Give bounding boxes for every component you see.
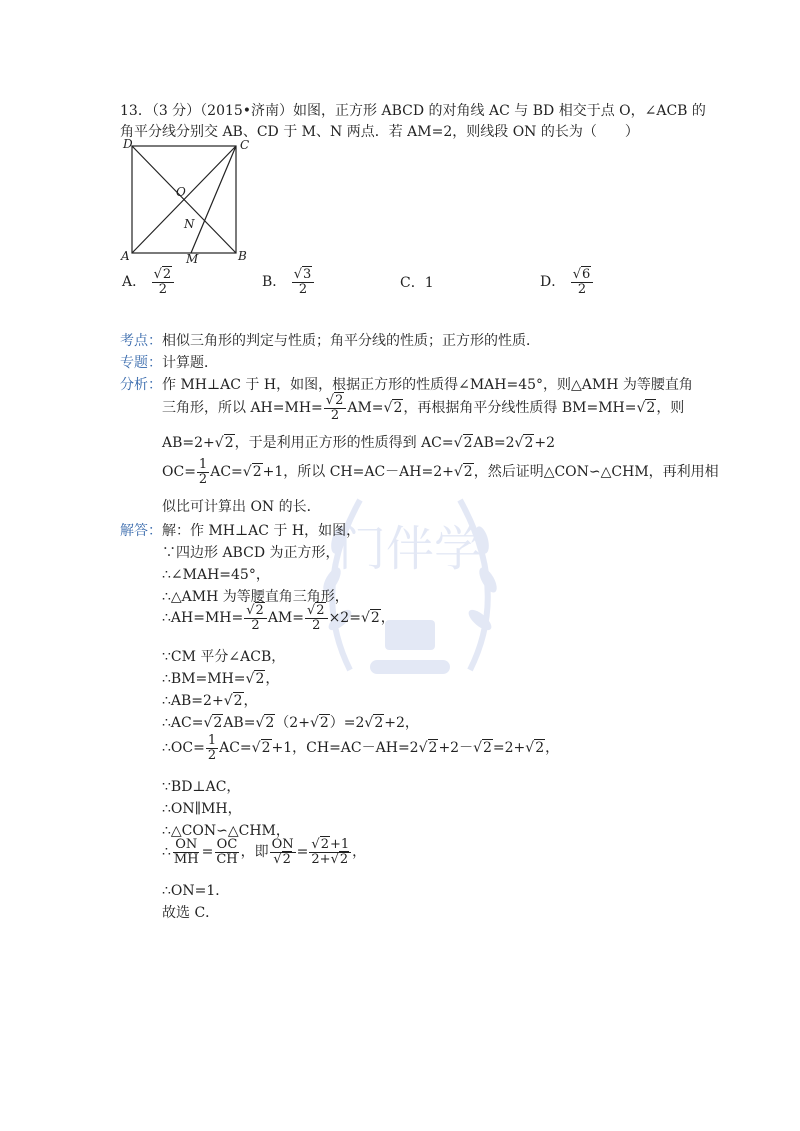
fenxi-line-1: 分析：作 MH⊥AC 于 H，如图，根据正方形的性质得∠MAH=45°，则△AMH 为等腰直角 [120, 377, 693, 393]
jieda-line-14: ∴ $\frac{ON}{MH}$ = $\frac{OC}{CH}$ ，即 $\frac{ON}{√2}$ = $\frac{√2+1}{2+√2}$ ， [162, 837, 367, 867]
jieda-line-10: ∴OC= $\frac{1}{2}$ AC=√2+1，CH=AC－AH=2√2+2－√2=2+√2， [162, 733, 560, 763]
jieda-line-15: ∴ON=1． [162, 883, 230, 899]
jieda-line-7: ∴BM=MH=√2， [162, 671, 280, 687]
label-b: B [238, 249, 247, 263]
kaodian-section: 考点：相似三角形的判定与性质；角平分线的性质；正方形的性质． [120, 333, 540, 349]
jieda-line-5: ∴AH=MH= $\frac{√2}{2}$ AM= $\frac{√2}{2}$ ×2=√2， [162, 603, 395, 633]
jieda-line-3: ∴∠MAH=45°， [162, 567, 270, 583]
svg-text:门伴学: 门伴学 [337, 521, 483, 577]
zhuanti-section: 专题：计算题． [120, 355, 218, 371]
label-o: O [176, 185, 186, 199]
option-a[interactable]: A． $\frac{√2}{2}$ [122, 268, 175, 296]
label-m: M [186, 252, 199, 264]
fenxi-line-5: 似比可计算出 ON 的长． [162, 499, 321, 515]
label-n: N [184, 217, 195, 231]
jieda-line-16: 故选 C． [162, 905, 220, 921]
fenxi-line-4: OC= $\frac{1}{2}$ AC=√2+1，所以 CH=AC－AH=2+√2，然后证明△CON∽△CHM，再利用相 [162, 457, 719, 487]
jieda-line-12: ∴ON∥MH， [162, 801, 242, 817]
label-c: C [240, 138, 250, 152]
option-c[interactable]: C．1 [400, 275, 434, 291]
label-d: D [123, 137, 133, 151]
question-line-2: 角平分线分别交 AB、CD 于 M、N 两点．若 AM=2，则线段 ON 的长为（ ） [120, 124, 639, 140]
jieda-line-6: ∵CM 平分∠ACB， [162, 649, 286, 665]
fenxi-line-3: AB=2+√2，于是利用正方形的性质得到 AC=√2AB=2√2+2 [162, 435, 556, 451]
watermark-laurel-logo [310, 470, 510, 700]
jieda-line-13: ∴△CON∽△CHM， [162, 823, 290, 839]
jieda-line-9: ∴AC=√2AB=√2（2+√2）=2√2+2， [162, 715, 419, 731]
option-d[interactable]: D． $\frac{√6}{2}$ [540, 268, 594, 296]
question-line-1: 13．（3 分）（2015•济南）如图，正方形 ABCD 的对角线 AC 与 BD 相交于点 O，∠ACB 的 [120, 103, 706, 119]
jieda-line-8: ∴AB=2+√2， [162, 693, 258, 709]
jieda-line-11: ∵BD⊥AC， [162, 779, 241, 795]
bisector-cm [191, 146, 236, 253]
jieda-line-2: ∵四边形 ABCD 为正方形， [162, 545, 340, 561]
option-b[interactable]: B． $\frac{√3}{2}$ [262, 268, 315, 296]
square-figure [118, 136, 258, 264]
fenxi-line-2: 三角形，所以 AH=MH= $\frac{√2}{2}$ AM=√2，再根据角平分线性质得 BM=MH=√2，则 [162, 393, 685, 423]
jieda-line-1: 解答：解：作 MH⊥AC 于 H，如图， [120, 523, 361, 539]
jieda-line-4: ∴△AMH 为等腰直角三角形， [162, 589, 349, 605]
label-a: A [121, 249, 130, 263]
